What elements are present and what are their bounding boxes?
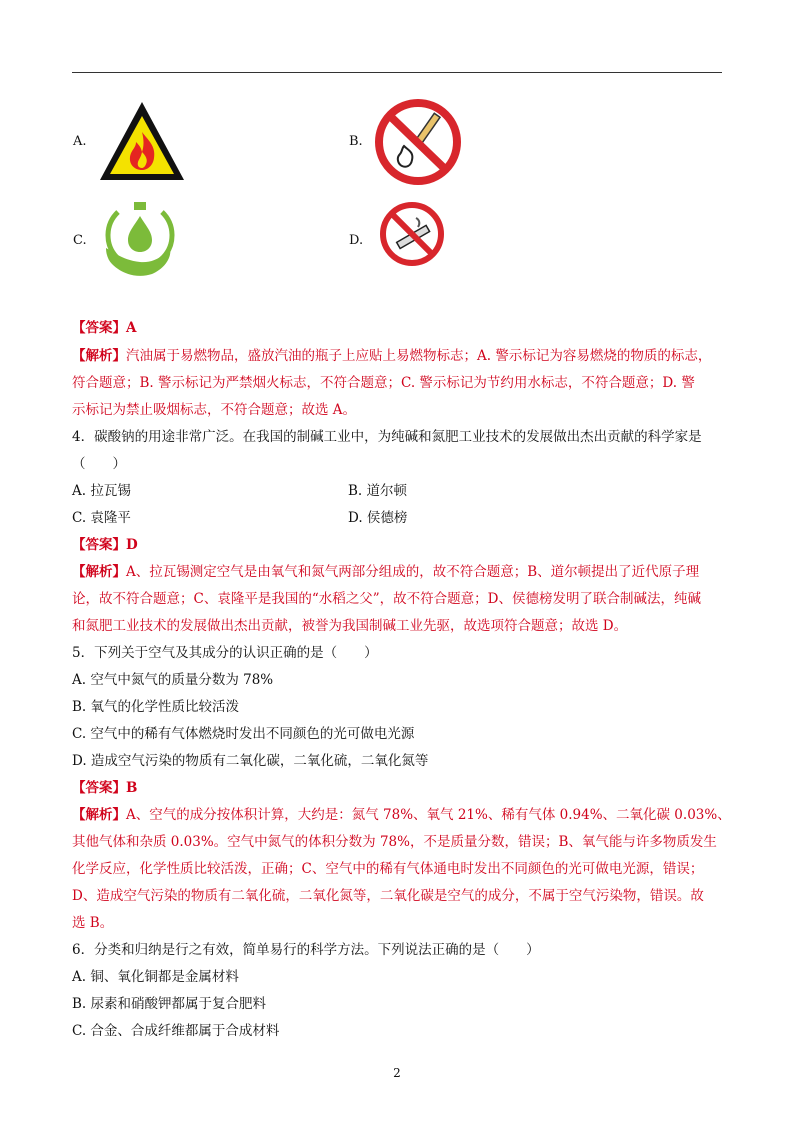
q3-analysis-line-3: 示标记为禁止吸烟标志，不符合题意；故选 A。 [72,402,357,418]
q6-option-c: C. 合金、合成纤维都属于合成材料 [72,1023,280,1039]
q4-analysis-line-3: 和氮肥工业技术的发展做出杰出贡献，被誉为我国制碱工业先驱，故选项符合题意；故选 D。 [72,618,628,634]
q5-option-a: A. 空气中氮气的质量分数为 78% [72,672,274,688]
q5-analysis-line-2: 其他气体和杂质 0.03%。空气中氮气的体积分数为 78%，不是质量分数，错误；B、氧气能与许多物质发生 [72,834,717,850]
option-c-label: C. [73,233,87,248]
flammable-warning-icon [98,100,186,182]
q5-answer: 【答案】B [72,780,138,796]
option-b-label: B. [349,134,363,149]
header-rule [72,72,722,73]
water-saving-icon [96,198,184,280]
q5-analysis-line-1: 【解析】A、空气的成分按体积计算，大约是：氮气 78%、氧气 21%、稀有气体 0.94%、二氧化碳 0.03%、 [72,807,731,823]
no-open-flame-icon [374,98,462,186]
q5-option-d: D. 造成空气污染的物质有二氧化碳，二氧化硫，二氧化氮等 [72,753,429,769]
option-d-label: D. [349,233,364,248]
q4-stem-line-1: 4．碳酸钠的用途非常广泛。在我国的制碱工业中，为纯碱和氮肥工业技术的发展做出杰出贡献的科学家是 [72,429,702,445]
q4-option-c: C. 袁隆平 [72,510,131,526]
q4-option-b: B. 道尔顿 [348,483,408,499]
q6-option-b: B. 尿素和硝酸钾都属于复合肥料 [72,996,267,1012]
q4-analysis-line-2: 论，故不符合题意；C、袁隆平是我国的“水稻之父”，故不符合题意；D、侯德榜发明了联合制碱法，纯碱 [72,591,701,607]
q5-analysis-line-4: D、造成空气污染的物质有二氧化硫，二氧化氮等，二氧化碳是空气的成分，不属于空气污染物，错误。故 [72,888,704,904]
q5-analysis-line-5: 选 B。 [72,915,114,931]
answer-value: A [126,320,137,336]
q5-stem: 5．下列关于空气及其成分的认识正确的是（ ） [72,645,378,661]
q6-option-a: A. 铜、氧化铜都是金属材料 [72,969,239,985]
q3-analysis-line-2: 符合题意；B. 警示标记为严禁烟火标志，不符合题意；C. 警示标记为节约用水标志，不符合题意；D. 警 [72,375,695,391]
q4-answer: 【答案】D [72,537,138,553]
analysis-tag: 【解析】 [72,348,126,364]
q3-analysis-line-1: 【解析】汽油属于易燃物品，盛放汽油的瓶子上应贴上易燃物标志；A. 警示标记为容易燃烧的物质的标志， [72,348,712,364]
q4-stem-line-2: （ ） [72,456,126,472]
q4-option-d: D. 侯德榜 [348,510,408,526]
no-smoking-icon [378,200,446,268]
q5-analysis-line-3: 化学反应，化学性质比较活泼，正确；C、空气中的稀有气体通电时发出不同颜色的光可做电光源，错误； [72,861,704,877]
q4-option-a: A. 拉瓦锡 [72,483,131,499]
q6-stem: 6．分类和归纳是行之有效，简单易行的科学方法。下列说法正确的是（ ） [72,942,540,958]
q5-option-c: C. 空气中的稀有气体燃烧时发出不同颜色的光可做电光源 [72,726,415,742]
q4-analysis-line-1: 【解析】A、拉瓦锡测定空气是由氧气和氮气两部分组成的，故不符合题意；B、道尔顿提出了近代原子理 [72,564,700,580]
q3-answer [72,315,136,342]
answer-tag: 【答案】 [72,320,126,336]
option-a-label: A. [73,134,87,149]
q5-option-b: B. 氧气的化学性质比较活泼 [72,699,240,715]
page-number: 2 [393,1066,401,1080]
